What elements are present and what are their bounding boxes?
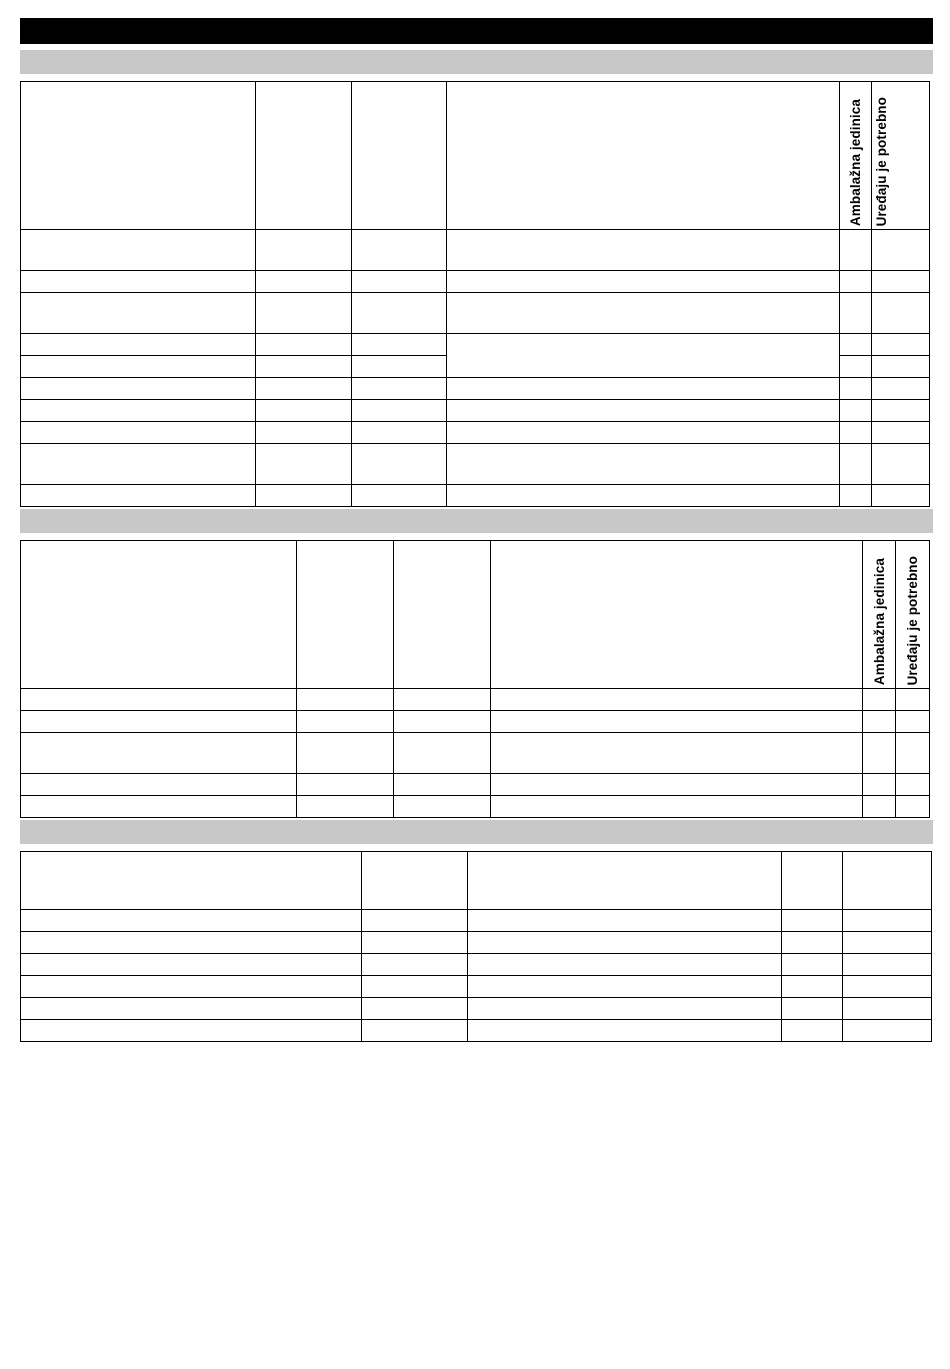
table-cell [872,356,930,378]
header-cell-packaging-unit [863,541,896,689]
table-row [21,1020,932,1042]
table-cell [352,356,447,378]
table-cell [352,422,447,444]
table-cell [782,910,843,932]
table-cell [468,910,782,932]
table-row [21,998,932,1020]
table-cell [352,230,447,271]
table-cell [352,444,447,485]
device-needs-label: Uređaju je potrebno [905,555,920,685]
table-row [21,378,930,400]
table-cell [256,378,352,400]
table-cell [872,293,930,334]
table-3 [20,851,932,1042]
header-cell [352,82,447,230]
header-cell-device-needs [872,82,930,230]
table-cell [352,485,447,507]
table-cell [362,932,468,954]
table-cell [297,774,394,796]
header-bar [20,18,933,44]
table-cell [840,422,872,444]
table-cell [872,400,930,422]
table-cell [468,976,782,998]
table-cell [447,400,840,422]
table-cell [297,733,394,774]
table-cell [843,932,932,954]
table-row [21,230,930,271]
table-cell [468,932,782,954]
table-cell [21,378,256,400]
table-cell [468,998,782,1020]
table-row [21,954,932,976]
table-cell [21,998,362,1020]
table-cell [896,689,930,711]
header-cell [362,852,468,910]
table-cell [21,1020,362,1042]
table-cell [872,485,930,507]
header-cell [843,852,932,910]
table-cell [872,378,930,400]
table-cell [863,711,896,733]
table-cell [394,796,491,818]
table-cell [352,400,447,422]
table-cell [256,293,352,334]
table-cell [468,954,782,976]
table-row [21,271,930,293]
table-cell [297,796,394,818]
table-row [21,796,930,818]
header-cell [21,852,362,910]
table-cell [352,271,447,293]
table-row [21,910,932,932]
table-row [21,976,932,998]
table-cell [352,378,447,400]
table-cell [896,796,930,818]
table-cell [256,422,352,444]
table-cell [256,444,352,485]
header-cell [21,82,256,230]
table-cell [843,998,932,1020]
table-cell [782,998,843,1020]
table-cell [896,733,930,774]
device-needs-label: Uređaju je potrebno [874,96,889,226]
table-cell [447,444,840,485]
table-cell [21,932,362,954]
table-cell [21,293,256,334]
table-cell [21,910,362,932]
packaging-unit-label: Ambalažna jedinica [871,557,887,685]
table-cell [21,444,256,485]
section-bar-3 [20,820,933,844]
section-bar-1 [20,50,933,74]
table-row [21,293,930,334]
table-header-row [21,541,930,689]
table-cell [782,1020,843,1042]
table-row [21,733,930,774]
table-cell [256,400,352,422]
table-cell [362,954,468,976]
table-cell [872,444,930,485]
table-cell [896,711,930,733]
table-cell [782,976,843,998]
table-header-row [21,82,930,230]
table-cell [447,485,840,507]
header-cell [256,82,352,230]
table-cell [491,733,863,774]
table-cell [863,774,896,796]
header-cell [297,541,394,689]
table-cell [782,954,843,976]
table-cell [447,293,840,334]
table-cell [256,485,352,507]
table-cell [843,1020,932,1042]
table-cell [21,796,297,818]
table-cell [362,1020,468,1042]
table-cell [352,334,447,356]
table-row [21,689,930,711]
table-cell [468,1020,782,1042]
table-cell [352,293,447,334]
table-cell [21,976,362,998]
header-cell [468,852,782,910]
header-cell-packaging-unit [840,82,872,230]
table-cell [872,230,930,271]
table-cell [491,711,863,733]
table-cell [21,422,256,444]
table-cell [21,485,256,507]
table-cell [447,334,840,378]
header-cell [491,541,863,689]
table-cell [447,422,840,444]
table-row [21,444,930,485]
table-cell [863,689,896,711]
table-header-row [21,852,932,910]
table-row [21,334,930,356]
table-cell [843,910,932,932]
table-row [21,932,932,954]
table-cell [362,910,468,932]
table-cell [872,334,930,356]
table-cell [491,796,863,818]
table-cell [447,378,840,400]
table-cell [394,711,491,733]
table-cell [491,689,863,711]
table-cell [447,230,840,271]
table-row [21,400,930,422]
table-cell [21,334,256,356]
table-cell [394,689,491,711]
table-row [21,711,930,733]
table-cell [394,774,491,796]
table-cell [840,293,872,334]
table-cell [840,356,872,378]
table-cell [843,954,932,976]
header-cell [394,541,491,689]
table-cell [843,976,932,998]
table-cell [863,796,896,818]
table-1 [20,81,930,507]
table-row [21,422,930,444]
table-cell [491,774,863,796]
section-bar-2 [20,509,933,533]
table-cell [394,733,491,774]
table-cell [840,230,872,271]
table-cell [872,271,930,293]
header-cell [21,541,297,689]
table-cell [21,400,256,422]
packaging-unit-label: Ambalažna jedinica [848,98,863,226]
table-cell [840,485,872,507]
table-cell [297,711,394,733]
table-cell [256,230,352,271]
table-cell [256,271,352,293]
table-cell [840,378,872,400]
table-cell [21,733,297,774]
table-2 [20,540,930,818]
table-cell [21,711,297,733]
table-cell [21,774,297,796]
table-cell [297,689,394,711]
header-cell [447,82,840,230]
table-cell [447,271,840,293]
table-cell [21,954,362,976]
table-cell [362,998,468,1020]
header-cell-device-needs [896,541,930,689]
table-cell [21,271,256,293]
table-cell [782,932,843,954]
table-cell [21,356,256,378]
table-row [21,774,930,796]
table-cell [21,689,297,711]
table-cell [362,976,468,998]
table-row [21,485,930,507]
table-cell [840,271,872,293]
table-cell [256,356,352,378]
table-cell [872,422,930,444]
table-cell [840,444,872,485]
table-cell [896,774,930,796]
table-cell [863,733,896,774]
table-cell [256,334,352,356]
table-cell [840,400,872,422]
table-cell [21,230,256,271]
table-cell [840,334,872,356]
header-cell [782,852,843,910]
